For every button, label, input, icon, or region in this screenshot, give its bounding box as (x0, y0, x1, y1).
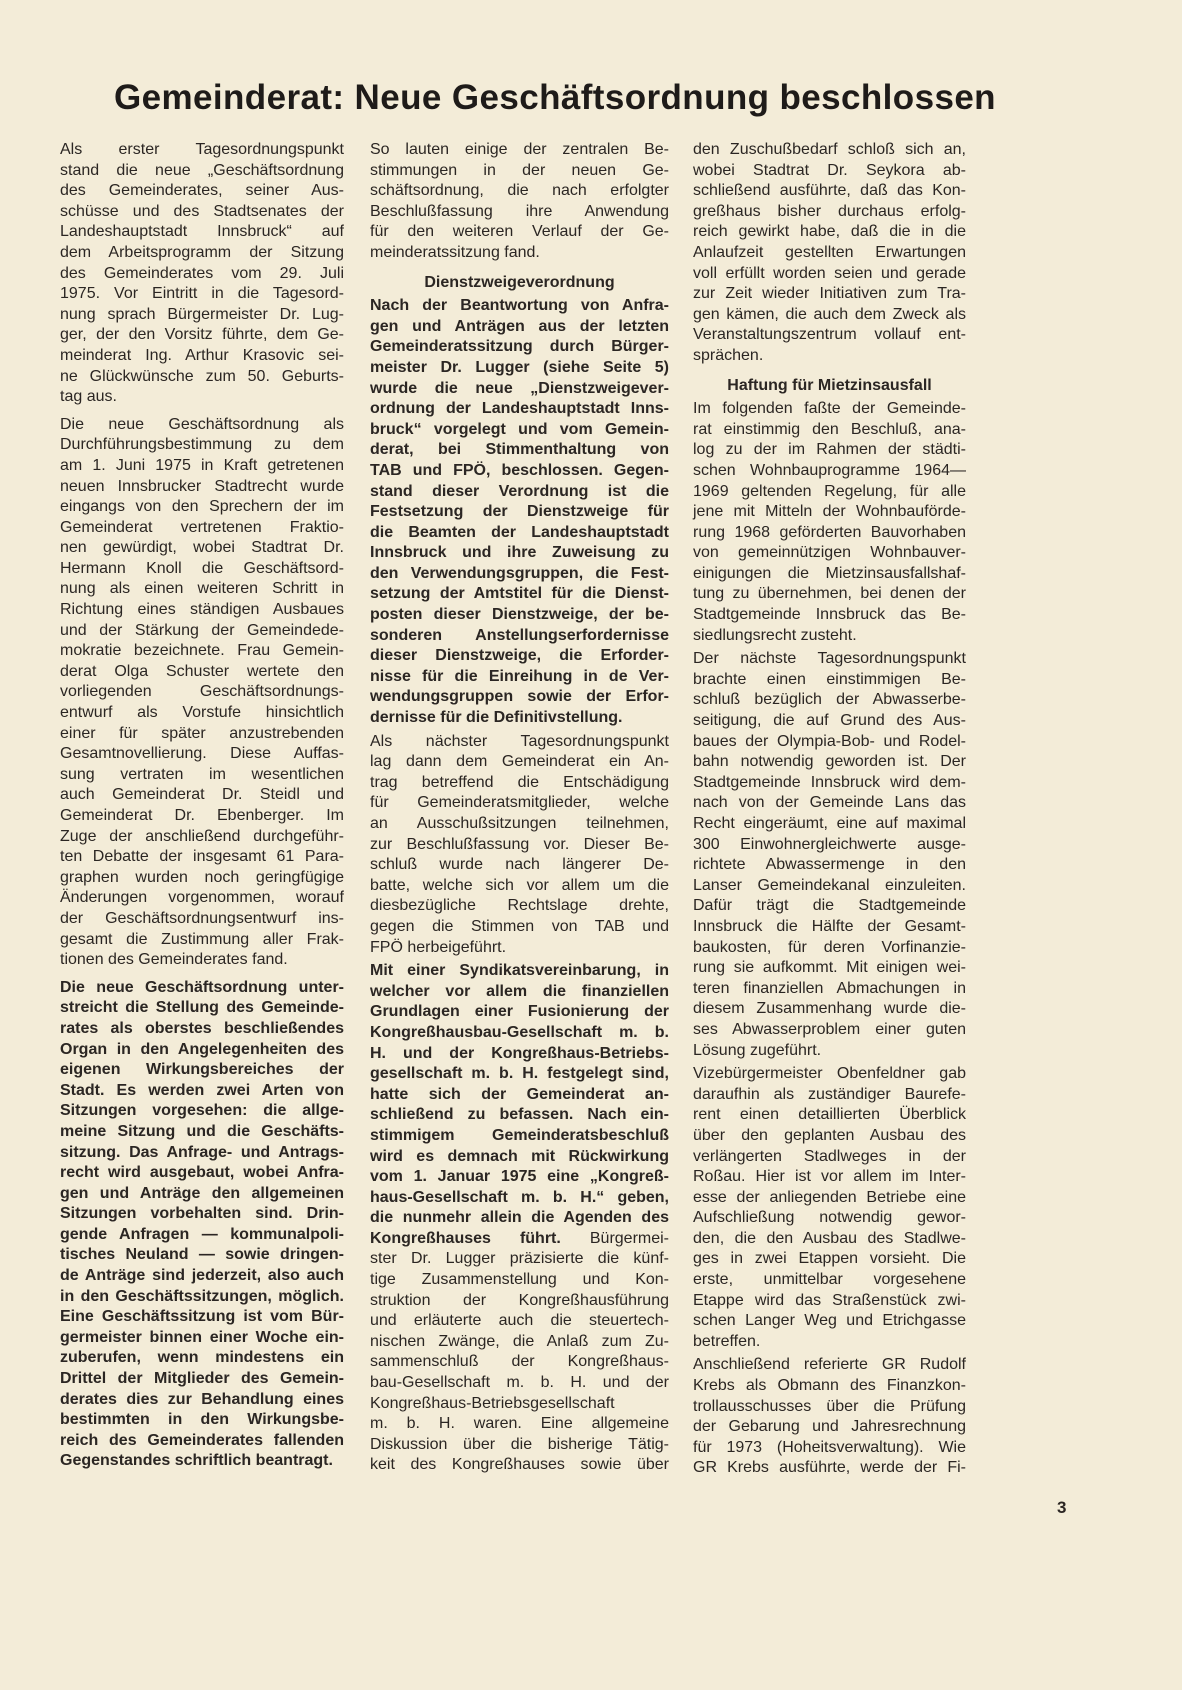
text-line: an Ausschußsitzungen teilnehmen, (370, 815, 669, 832)
paragraph (370, 140, 669, 264)
text-line: Aufschließung notwendig gewor- (693, 1209, 966, 1227)
text-line: Gemeinderatssitzung durch Bürger- (370, 338, 669, 356)
text-line: setzung der Amtstitel für die Dienst- (370, 585, 669, 603)
text-line: einigungen die Mietzinsausfallshaf- (693, 564, 966, 582)
text-line: richtete Abwassermenge in den (693, 856, 966, 874)
bold-segment: Kongreßhauses führt. (370, 1229, 561, 1247)
text-line: den, die den Ausbau des Stadlwe- (693, 1229, 966, 1247)
text-line: wird es demnach mit Rückwirkung (370, 1147, 669, 1165)
text-line: Anlaufzeit gestellten Erwartungen (693, 243, 966, 261)
text-line: auch Gemeinderat Dr. Steidl und (60, 786, 344, 804)
text-line: greßhaus bisher durchaus erfolg- (693, 202, 966, 220)
text-line: stand dieser Verordnung ist die (370, 482, 669, 500)
text-line: sitzung. Das Anfrage- und Antrags- (60, 1143, 344, 1161)
text-line (370, 1291, 669, 1312)
text-line: jene mit Mitteln der Wohnbauförde- (693, 503, 966, 521)
text-line: Innsbruck die Hälfte der Gesamt- (693, 917, 966, 935)
text-line: GR Krebs ausführte, werde der Fi- (693, 1459, 966, 1477)
text-line: meinderat Ing. Arthur Krasovic sei- (60, 346, 344, 364)
text-line (370, 1249, 669, 1270)
text-line: schüsse und des Stadtsenates der (60, 202, 344, 220)
text-line: schen Wohnbauprogramme 1964— (693, 461, 966, 479)
text-line: schluß wurde nach längerer De- (370, 856, 669, 874)
text-line: Dafür trägt die Stadtgemeinde (693, 897, 966, 915)
text-line: Stadtgemeinde Innsbruck wird dem- (693, 773, 966, 791)
text-line: Eine Geschäftssitzung ist vom Bür- (60, 1308, 344, 1326)
text-line: 1975. Vor Eintritt in die Tagesord- (60, 285, 344, 303)
text-segment: und erläuterte auch die steuertech- (370, 1312, 669, 1330)
text-line: stimmungen in der neuen Ge- (370, 161, 669, 179)
text-line: rung 1968 geförderten Bauvorhaben (693, 523, 966, 541)
text-line: FPÖ herbeigeführt. (370, 938, 507, 956)
paragraph (693, 649, 966, 1061)
text-line: teren finanziellen Abmachungen in (693, 979, 966, 997)
text-line: Die neue Geschäftsordnung als (60, 415, 344, 433)
text-line: Beschlußfassung ihre Anwendung (370, 202, 669, 220)
text-line: recht wird ausgebaut, wobei Anfra- (60, 1164, 344, 1182)
text-line: für 1973 (Hoheitsverwaltung). Wie (693, 1438, 966, 1456)
text-line: gegen die Stimmen von TAB und (370, 917, 669, 935)
text-line: trollausschusses über die Prüfung (693, 1397, 966, 1415)
text-line: Drittel der Mitglieder des Gemein- (60, 1370, 344, 1388)
paragraph (60, 140, 344, 408)
text-line: trag betreffend die Entschädigung (370, 773, 669, 791)
text-line (370, 1394, 669, 1415)
text-line: eingangs von den Sprechern der im (60, 498, 344, 516)
text-line: seitigung, die auf Grund des Aus- (693, 712, 966, 730)
text-line: gesamt die Zustimmung aller Frak- (60, 930, 344, 948)
text-line: Stadt. Es werden zwei Arten von (60, 1081, 344, 1099)
text-line (370, 1332, 669, 1353)
text-segment: Diskussion über die bisherige Tätig- (370, 1435, 669, 1453)
text-line (370, 1352, 669, 1373)
text-line: den Verwendungsgruppen, die Fest- (370, 564, 669, 582)
text-line: wendungsgruppen sowie der Erfor- (370, 688, 669, 706)
paragraph (60, 415, 344, 971)
text-line: des Gemeinderates vom 29. Juli (60, 264, 344, 282)
text-line: gesellschaft m. b. H. festgelegt sind, (370, 1065, 669, 1083)
text-line (370, 1311, 669, 1332)
text-line: und der Stärkung der Gemeindede- (60, 621, 344, 639)
text-line: ten Debatte der insgesamt 61 Para- (60, 848, 344, 866)
text-line: tionen des Gemeinderates fand. (60, 951, 288, 969)
text-line: Sitzungen vorgesehen: die allge- (60, 1102, 344, 1120)
text-line: in den Geschäftssitzungen, möglich. (60, 1287, 344, 1305)
text-line: rat einstimmig den Beschluß, ana- (693, 420, 966, 438)
text-line: zuberufen, wenn mindestens ein (60, 1349, 344, 1367)
text-line: Zuge der anschließend durchgeführ- (60, 827, 344, 845)
text-line: diesem Zusammenhang wurde die- (693, 1000, 966, 1018)
section-heading: Dienstzweigeverordnung (424, 273, 615, 291)
text-line: ges in zwei Etappen vorsieht. Die (693, 1250, 966, 1268)
text-line: derat Olga Schuster wertete den (60, 662, 344, 680)
text-line: meine Sitzung und die Geschäfts- (60, 1122, 344, 1140)
text-line: Veranstaltungszentrum vollauf ent- (693, 326, 966, 344)
paragraph (693, 1355, 966, 1479)
text-line: ses Abwasserproblem einer guten (693, 1020, 966, 1038)
text-line: tung zu übernehmen, bei denen der (693, 585, 966, 603)
text-line (370, 1229, 669, 1250)
text-segment: nischen Zwänge, die Anlaß zum Zu- (370, 1332, 669, 1350)
paragraph (370, 296, 669, 728)
text-line: dem Arbeitsprogramm der Sitzung (60, 243, 344, 261)
text-line: Nach der Beantwortung von Anfra- (370, 297, 669, 315)
text-line: sonderen Anstellungserfordernisse (370, 626, 669, 644)
text-line: ordnung der Landeshauptstadt Inns- (370, 400, 669, 418)
text-line: wurde die neue „Dienstzweigever- (370, 379, 669, 397)
text-line: nung als einen weiteren Schritt in (60, 580, 344, 598)
text-line: Landeshauptstadt Innsbruck“ auf (60, 223, 344, 241)
text-line (370, 1270, 669, 1291)
text-line: H. und der Kongreßhaus-Betriebs- (370, 1044, 669, 1062)
text-line: gen und Anträge den allgemeinen (60, 1184, 344, 1202)
text-segment: Bürgermei- (560, 1229, 669, 1247)
text-line: für Gemeinderatsmitglieder, welche (370, 794, 669, 812)
text-line: siedlungsrecht zusteht. (693, 626, 857, 644)
text-line: nach von der Gemeinde Lans das (693, 794, 966, 812)
text-line: bruck“ vorgelegt und vom Gemein- (370, 420, 669, 438)
text-line: lag dann dem Gemeinderat ein An- (370, 753, 669, 771)
text-line: Durchführungsbestimmung zu dem (60, 436, 344, 454)
text-line: meister Dr. Lugger (siehe Seite 5) (370, 358, 669, 376)
text-line: Kongreßhausbau-Gesellschaft m. b. (370, 1023, 669, 1041)
text-line: rates als oberstes beschließendes (60, 1019, 344, 1037)
text-line: Lösung zugeführt. (693, 1041, 822, 1059)
text-line: Roßau. Hier ist vor allem im Inter- (693, 1168, 966, 1186)
text-line: tisches Neuland — sowie dringen- (60, 1246, 344, 1264)
text-line: stand die neue „Geschäftsordnung (60, 161, 344, 179)
text-line: log zu der im Rahmen der städti- (693, 441, 966, 459)
text-column-2 (370, 140, 669, 1479)
text-line: brachte einen einstimmigen Be- (693, 670, 966, 688)
text-line: baukosten, für deren Vorfinanzie- (693, 938, 966, 956)
text-segment: sammenschluß der Kongreßhaus- (370, 1353, 669, 1371)
text-line: nen gewürdigt, wobei Stadtrat Dr. (60, 539, 344, 557)
text-line: Vizebürgermeister Obenfeldner gab (693, 1065, 966, 1083)
text-line: Gegenstandes schriftlich beantragt. (60, 1452, 333, 1470)
text-line: bahn notwendig geworden ist. Der (693, 753, 966, 771)
text-line: bestimmten in den Wirkungsbe- (60, 1411, 344, 1429)
text-line: Der nächste Tagesordnungspunkt (693, 650, 966, 668)
paragraph (370, 961, 669, 1476)
text-line: gen und Anträgen aus der letzten (370, 317, 669, 335)
text-line: der Geschäftsordnungsentwurf ins- (60, 909, 344, 927)
text-line: den Zuschußbedarf schloß sich an, (693, 141, 966, 158)
text-line: sung vertraten im wesentlichen (60, 765, 344, 783)
text-line: nung sprach Bürgermeister Dr. Lug- (60, 305, 344, 323)
text-line: posten dieser Dienstzweige, der be- (370, 606, 669, 624)
paragraph (693, 399, 966, 646)
text-line: tag aus. (60, 388, 117, 406)
text-line: Festsetzung der Dienstzweige für (370, 503, 669, 521)
text-line: Als erster Tagesordnungspunkt (60, 141, 344, 158)
text-line: schäftsordnung, die nach erfolgter (370, 182, 669, 200)
text-line: einer für später anzustrebenden (60, 724, 344, 742)
text-line: des Gemeinderates, seiner Aus- (60, 182, 344, 200)
text-line: derates dies zur Behandlung eines (60, 1390, 344, 1408)
text-line: baues der Olympia-Bob- und Rodel- (693, 732, 966, 750)
text-line: haus-Gesellschaft m. b. H.“ geben, (370, 1188, 669, 1206)
text-segment: tige Zusammenstellung und Kon- (370, 1271, 669, 1289)
text-line: derat, bei Stimmenthaltung von (370, 441, 669, 459)
text-line: die Beamten der Landeshauptstadt (370, 523, 669, 541)
text-line: schen Langer Weg und Etrichgasse (693, 1312, 966, 1330)
text-line: neuen Innsbrucker Stadtrecht wurde (60, 477, 344, 495)
text-line: rung sie aufkommt. Mit einigen wei- (693, 959, 966, 977)
text-line: Stadtgemeinde Innsbruck das Be- (693, 606, 966, 624)
text-line: gen kämen, die auch dem Zweck als (693, 305, 966, 323)
text-line: zur Beschlußfassung vor. Dieser Be- (370, 835, 669, 853)
text-line: Sitzungen vorbehalten sind. Drin- (60, 1205, 344, 1223)
text-line: vorliegenden Geschäftsordnungs- (60, 683, 344, 701)
text-column-1 (60, 140, 344, 1475)
text-segment: keit des Kongreßhauses sowie über (370, 1456, 669, 1474)
text-line: meinderatssitzung fand. (370, 243, 540, 261)
text-line: Grundlagen einer Fusionierung der (370, 1003, 669, 1021)
paragraph (60, 978, 344, 1472)
text-line: 1969 geltenden Regelung, für alle (693, 482, 966, 500)
text-line: die nunmehr allein die Agenden des (370, 1209, 669, 1227)
text-line: Gemeinderat vertretenen Fraktio- (60, 518, 344, 536)
text-line: für den weiteren Verlauf der Ge- (370, 223, 669, 241)
text-line: ger, der den Vorsitz führte, dem Ge- (60, 326, 344, 344)
text-line: Organ in den Angelegenheiten des (60, 1040, 344, 1058)
text-line: Als nächster Tagesordnungspunkt (370, 732, 669, 750)
text-line: Hermann Knoll die Geschäftsord- (60, 559, 344, 577)
text-line: betreffen. (693, 1332, 761, 1350)
text-line: So lauten einige der zentralen Be- (370, 141, 669, 158)
paragraph (370, 732, 669, 959)
page-number: 3 (1057, 1498, 1067, 1517)
text-line: esse der anliegenden Betriebe eine (693, 1188, 966, 1206)
text-line: reich des Gemeinderates fallenden (60, 1431, 344, 1449)
text-line: Gemeinderat Dr. Ebenberger. Im (60, 807, 344, 824)
text-segment: ster Dr. Lugger präzisierte die künf- (370, 1250, 669, 1268)
text-line: vom 1. Januar 1975 eine „Kongreß- (370, 1168, 669, 1186)
text-line: de Anträge sind jederzeit, also auch (60, 1267, 344, 1285)
text-line (370, 1435, 669, 1456)
text-line: schließend ausführte, daß das Kon- (693, 182, 966, 200)
text-line: germeister binnen einer Woche ein- (60, 1328, 344, 1346)
text-line (370, 1455, 669, 1476)
text-segment: m. b. H. waren. Eine allgemeine (370, 1415, 669, 1433)
text-line: reich gewirkt habe, daß die in die (693, 223, 966, 241)
text-line: Änderungen vorgenommen, worauf (60, 889, 344, 907)
section-heading: Haftung für Mietzinsausfall (727, 376, 932, 394)
text-line: entwurf als Vorstufe hinsichtlich (60, 704, 344, 722)
text-line: verlängerten Stadlweges in der (693, 1147, 966, 1165)
text-line: am 1. Juni 1975 in Kraft getretenen (60, 456, 344, 474)
text-line: von gemeinnützigen Wohnbauver- (693, 544, 966, 562)
text-line: daraufhin als zuständiger Baurefe- (693, 1085, 966, 1103)
text-line: Die neue Geschäftsordnung unter- (60, 978, 344, 996)
text-line: diesbezügliche Rechtslage drehte, (370, 897, 669, 915)
text-line: 300 Einwohnergleichwerte ausge- (693, 835, 966, 853)
text-line: Etappe wird das Straßenstück zwi- (693, 1291, 966, 1309)
text-line: Anschließend referierte GR Rudolf (693, 1356, 966, 1374)
text-line: TAB und FPÖ, beschlossen. Gegen- (370, 461, 669, 479)
text-line: Lanser Gemeindekanal einzuleiten. (693, 876, 966, 894)
text-segment: bau-Gesellschaft m. b. H. und der (370, 1374, 669, 1392)
text-line: eigenen Wirkungsbereiches der (60, 1061, 344, 1079)
text-line: Gesamtnovellierung. Diese Auffas- (60, 745, 344, 763)
text-line (370, 1373, 669, 1394)
text-line: dieser Dienstzweige, die Erforder- (370, 647, 669, 665)
text-line: erste, unmittelbar vorgesehene (693, 1271, 966, 1289)
text-line: nisse für die Einreihung in de Ver- (370, 667, 669, 685)
text-line: Innsbruck und ihre Zuweisung zu (370, 544, 669, 562)
text-segment: Kongreßhaus-Betriebsgesellschaft (370, 1394, 615, 1412)
text-line: der Gebarung und Jahresrechnung (693, 1418, 966, 1436)
article-title: Gemeinderat: Neue Geschäftsordnung beschlossen (114, 78, 996, 117)
text-line: schließend zu befassen. Nach ein- (370, 1106, 669, 1124)
text-line: gende Anfragen — kommunalpoli- (60, 1225, 344, 1243)
text-line: batte, welche sich vor allem um die (370, 876, 669, 894)
text-line: rent einen detaillierten Überblick (693, 1106, 966, 1124)
text-line: Im folgenden faßte der Gemeinde- (693, 400, 966, 418)
text-line: streicht die Stellung des Gemeinde- (60, 999, 344, 1017)
text-line: ne Glückwünsche zum 50. Geburts- (60, 367, 344, 385)
paragraph (693, 140, 966, 367)
text-line: mokratie bezeichnete. Frau Gemein- (60, 642, 344, 660)
text-line: Krebs als Obmann des Finanzkon- (693, 1377, 966, 1395)
text-line: Richtung eines ständigen Ausbaues (60, 601, 344, 619)
text-line: stimmigem Gemeinderatsbeschluß (370, 1126, 669, 1144)
text-line: welcher vor allem die finanziellen (370, 982, 669, 1000)
text-line: voll erfüllt worden seien und gerade (693, 264, 966, 282)
text-segment: struktion der Kongreßhausführung (370, 1291, 669, 1309)
text-line: hatte sich der Gemeinderat an- (370, 1085, 669, 1103)
text-column-3 (693, 140, 966, 1482)
text-line: Mit einer Syndikatsvereinbarung, in (370, 962, 669, 980)
text-line: schluß bezüglich der Abwasserbe- (693, 691, 966, 709)
text-line: wobei Stadtrat Dr. Seykora ab- (693, 161, 966, 179)
text-line: über den geplanten Ausbau des (693, 1126, 966, 1144)
text-line: dernisse für die Definitivstellung. (370, 709, 623, 727)
text-line: graphen wurden noch geringfügige (60, 868, 344, 886)
paragraph (693, 1064, 966, 1352)
text-line (370, 1414, 669, 1435)
text-line: sprächen. (693, 346, 764, 364)
text-line: zur Zeit wieder Initiativen zum Tra- (693, 285, 966, 303)
text-line: Recht eingeräumt, eine auf maximal (693, 815, 966, 832)
